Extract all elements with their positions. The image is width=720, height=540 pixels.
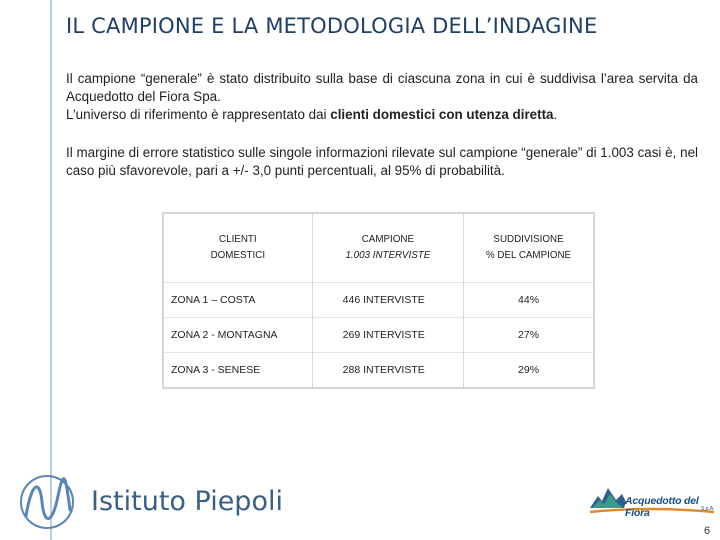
intro-paragraph-3: Il margine di errore statistico sulle singole informazioni rilevate sul campione “generale” di 1.003 casi è, nel caso più sfavorevole, pari a +/- 3,0 punti percentuali, al 95% di probabilità. xyxy=(66,145,698,178)
header-suddivisione: SUDDIVISIONE % DEL CAMPIONE xyxy=(464,213,594,283)
table-header-row xyxy=(163,213,594,283)
page-number: 6 xyxy=(704,525,711,537)
count-cell: 269 INTERVISTE xyxy=(312,318,463,353)
zone-cell: ZONA 3 - SENESE xyxy=(171,364,261,376)
intro-paragraph-1: Il campione “generale” è stato distribuito sulla base di ciascuna zona in cui è suddivisa l’area servita da Acquedotto del Fiora Spa. xyxy=(66,71,698,104)
percent-cell: 44% xyxy=(464,283,594,318)
count-cell: 446 INTERVISTE xyxy=(312,283,463,318)
zone-cell: ZONA 1 – COSTA xyxy=(171,294,256,306)
left-vertical-rule xyxy=(50,0,52,540)
percent-cell: 29% xyxy=(464,353,594,389)
table-row xyxy=(163,318,594,353)
zone-cell: ZONA 2 - MONTAGNA xyxy=(171,329,278,341)
count-cell: 288 INTERVISTE xyxy=(312,353,463,389)
header-clienti: CLIENTI DOMESTICI xyxy=(210,234,266,261)
table-row xyxy=(163,353,594,389)
sample-table xyxy=(162,212,595,389)
intro-paragraph-2: L’universo di riferimento è rappresentato dai clienti domestici con utenza diretta. xyxy=(66,107,558,122)
acquedotto-suffix: S.p.A. xyxy=(701,506,715,512)
piepoli-brand-text: Istituto Piepoli xyxy=(91,486,283,517)
intro-text xyxy=(66,70,698,180)
table-row xyxy=(163,283,594,318)
page-title: IL CAMPIONE E LA METODOLOGIA DELL’INDAGINE xyxy=(66,14,598,38)
universe-highlight: clienti domestici con utenza diretta xyxy=(330,107,554,122)
acquedotto-brand-text: Acquedotto del Fiora xyxy=(625,495,699,519)
header-campione: CAMPIONE 1.003 INTERVISTE xyxy=(312,213,463,283)
percent-cell: 27% xyxy=(464,318,594,353)
